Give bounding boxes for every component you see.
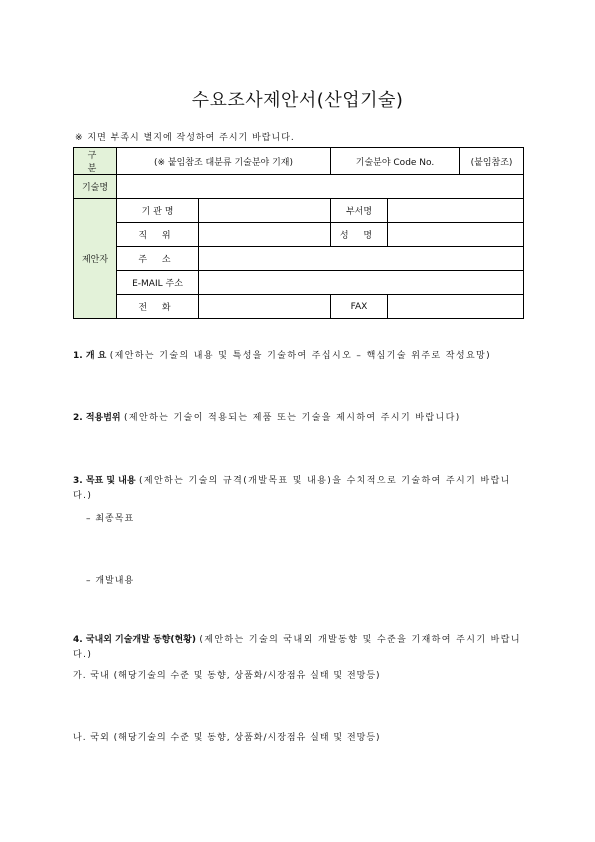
classification-cell[interactable]: (※ 붙임참조 대분류 기술분야 기재) [117,148,331,175]
tech-name-field[interactable] [117,175,524,199]
position-label: 직 위 [117,223,199,247]
tech-name-row [74,175,524,199]
email-row [74,271,524,295]
section-goals-heading: 3. 목표 및 내용 [73,476,136,486]
section-goals-desc: (제안하는 기술의 규격(개발목표 및 내용)을 수치적으로 기술하여 주시기 바랍니다.) [73,476,511,501]
org-row [74,199,524,223]
dev-content-item: – 개발내용 [86,576,135,586]
overseas-trends-item: 나. 국외 (해당기술의 수준 및 동향, 상품화/시장점유 실태 및 전망등) [73,733,381,743]
email-label: E-MAIL 주소 [117,271,199,295]
email-field[interactable] [199,271,524,295]
address-row [74,247,524,271]
phone-field[interactable] [199,295,331,319]
tech-name-label: 기술명 [74,175,117,199]
position-field[interactable] [199,223,331,247]
proposal-table [73,147,524,319]
section-scope-desc: (제안하는 기술이 적용되는 제품 또는 기술을 제시하여 주시기 바랍니다) [123,413,461,423]
section-trends-heading: 4. 국내외 기술개발 동향(현황) [73,635,196,645]
phone-row [74,295,524,319]
name-field[interactable] [388,223,524,247]
org-label: 기 관 명 [117,199,199,223]
section-overview-desc: (제안하는 기술의 내용 및 특성을 기술하여 주십시오 – 핵심기술 위주로 작성요망) [109,351,492,361]
dept-label: 부서명 [331,199,388,223]
position-row [74,223,524,247]
section-overview [73,349,525,364]
domestic-trends-item: 가. 국내 (해당기술의 수준 및 동향, 상품화/시장점유 실태 및 전망등) [73,671,381,681]
address-field[interactable] [199,247,524,271]
classification-row [74,148,524,175]
final-goal-item: – 최종목표 [86,514,135,524]
org-field[interactable] [199,199,331,223]
fax-label: FAX [331,295,388,319]
name-label: 성 명 [331,223,388,247]
section-scope [73,411,525,426]
section-trends-desc: (제안하는 기술의 국내외 개발동향 및 수준을 기재하여 주시기 바랍니다.) [73,635,521,660]
category-label: 구 분 [74,148,117,175]
section-goals [73,474,525,504]
section-trends [73,633,525,663]
dept-field[interactable] [388,199,524,223]
address-label: 주 소 [117,247,199,271]
section-overview-heading: 1. 개 요 [73,351,107,361]
tech-code-value[interactable]: (붙임참조) [460,148,524,175]
proposer-label: 제안자 [74,199,117,319]
page-title: 수요조사제안서(산업기술) [191,90,404,111]
section-scope-heading: 2. 적용범위 [73,413,121,423]
tech-code-label: 기술분야 Code No. [331,148,460,175]
phone-label: 전 화 [117,295,199,319]
form-note: ※ 지면 부족시 별지에 작성하여 주시기 바랍니다. [75,133,295,143]
fax-field[interactable] [388,295,524,319]
